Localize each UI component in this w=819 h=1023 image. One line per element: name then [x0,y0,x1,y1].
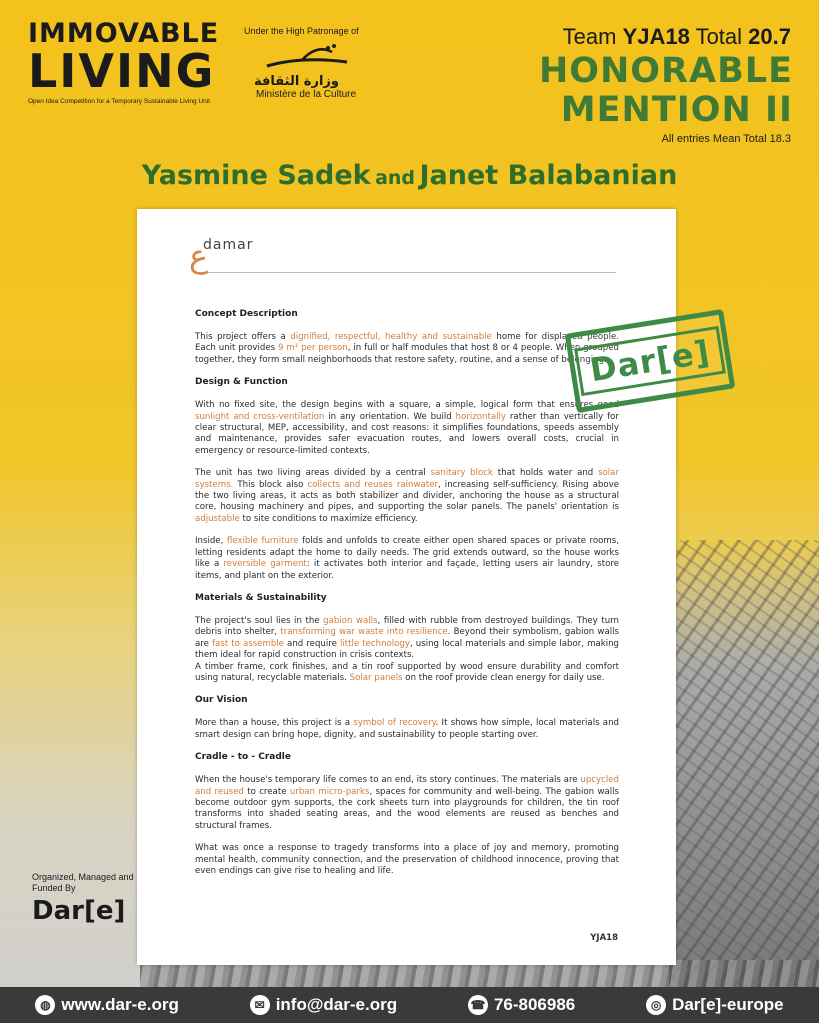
footer-bar [0,987,819,1023]
author-2: Janet Balabanian [419,160,678,191]
team-score [563,24,791,50]
heading-design: Design & Function [195,377,288,388]
body-text: , increasing self-sufficiency. Rising above the two living areas, it acts as both stabilizer and divider, anchoring the house as a structural core, housing machinery and pipes, and supporting the solar panels. The panels' orientation is [195,479,620,513]
body-text: : it activates both interior and façade, letting users air laundry, store items, and plant on the exterior. [195,559,620,581]
paragraph [195,400,619,457]
highlight-text: flexible furniture [226,536,299,547]
highlight-text: sunlight and cross-ventilation [195,411,325,422]
body-text: on the roof provide clean energy for daily use. [402,672,605,683]
ministry-arabic: وزارة الثقافة [254,74,339,89]
phone-text: 76-806986 [493,995,576,1014]
highlight-text: Solar panels [349,672,403,683]
highlight-text: gabion walls [323,615,378,626]
ministry-logo-icon [262,42,352,72]
body-text: that holds water and [492,468,599,479]
mean-note: All entries Mean Total 18.3 [661,133,791,145]
paragraph [195,662,619,685]
mail-icon: ✉ [250,995,270,1015]
highlight-text: little technology [339,638,410,649]
highlight-text: collects and reuses rainwater [307,479,438,490]
highlight-text: upcycled and reused [195,775,619,797]
ministry-french: Ministère de la Culture [256,89,357,100]
organizer-label: Organized, Managed and Funded By [32,872,134,893]
footer-website[interactable] [35,995,178,1015]
patronage-block [244,26,384,100]
body-text: , using local materials and simple labor, making them ideal for rapid construction in crisis contexts. [195,638,619,661]
logo-line2: LIVING [28,44,216,98]
document-body [195,309,619,877]
instagram-icon: ◎ [646,995,666,1015]
competition-logo [28,20,238,105]
heading-materials: Materials & Sustainability [195,592,327,603]
body-text: The unit has two living areas divided by a central [195,468,431,479]
body-text: , spaces for community and well-being. The gabion walls become outdoor gym supports, the cork sheets turn into playgrounds for children, the tin roof transforms into shaded seating areas, and the wood elements are reused as benches and structural frames. [195,786,619,831]
highlight-text: urban micro-parks [289,786,370,797]
body-text: , in full or half modules that host 8 or 4 people. When grouped together, they form small neighborhoods that restore safety, routine, and a sense of belonging. [195,343,619,365]
body-text: The project's soul lies in the [195,615,324,626]
body-text: More than a house, this project is a [195,718,354,729]
body-text: This project offers a [195,332,291,342]
award-title [493,52,793,130]
body-text: home for displaced people. Each unit provides [195,332,619,354]
organizer-block [32,872,142,926]
team-prefix: Team [562,24,617,49]
total-label: Total [695,24,743,49]
body-text: What was once a response to tragedy transforms into a place of joy and memory, promoting mental health, community connection, and the preservation of childhood innocence, proving that even endings can give rise to healing and life. [195,843,619,876]
project-brand [189,237,616,275]
instagram-text: Dar[e]-europe [672,995,784,1014]
email-text: info@dar-e.org [275,995,398,1014]
body-text: Inside, [195,536,227,547]
body-text: rather than vertically for clear structural, MEP, accessibility, and cost reasons: it simplifies foundations, speeds assembly and maintenance, provides safer evacuation routes, and lowers overall costs, crucial in emergency or resource-limited contexts. [195,411,619,456]
body-text: . It shows how simple, local materials and smart design can bring hope, dignity, and sustainability to people starting over. [195,718,619,740]
highlight-text: adjustable [195,513,240,524]
body-text: to site conditions to maximize efficiency. [239,513,418,524]
paragraph [195,843,619,877]
heading-vision: Our Vision [195,695,248,706]
body-text: This block also [233,479,308,490]
document-id: YJA18 [590,933,618,943]
body-text: , filled with rubble from destroyed buildings. They turn debris into shelter, [195,615,619,638]
rubble-background [669,540,819,990]
footer-email[interactable] [250,995,397,1015]
heading-concept: Concept Description [195,309,298,319]
paragraph [195,616,619,662]
entry-sheet [137,209,676,965]
heading-cradle: Cradle - to - Cradle [195,752,291,763]
body-text: and require [283,638,340,649]
body-text: A timber frame, cork finishes, and a tin roof supported by wood ensure durability and comfort using natural, recyclable materials. [195,661,619,683]
body-text: . Beyond their symbolism, gabion walls are [195,627,619,649]
team-id: YJA18 [622,24,690,49]
body-text: to create [243,786,290,797]
phone-icon: ☎ [468,995,488,1015]
author-1: Yasmine Sadek [141,160,371,191]
paragraph [195,468,619,525]
highlight-text: dignified, respectful, healthy and sustainable [290,332,492,342]
logo-subtitle: Open Idea Competition for a Temporary Sustainable Living Unit [28,98,210,105]
highlight-text: reversible garment [223,559,307,570]
body-text: With no fixed site, the design begins with a square, a simple, logical form that ensures good [195,400,619,411]
highlight-text: 9 m² per person [278,343,348,354]
patronage-label: Under the High Patronage of [244,26,359,36]
stamp-text: Dar[e] [574,326,727,396]
organizer-logo: Dar[e] [32,896,126,926]
body-text: in any orientation. We build [324,411,456,422]
highlight-text: solar systems. [195,468,619,490]
authors-line [0,160,819,191]
paragraph [195,536,619,582]
highlight-text: sanitary block [430,468,493,479]
footer-phone[interactable] [468,995,575,1015]
highlight-text: transforming war waste into resilience [280,627,448,638]
mention-line2: MENTION II [560,90,793,130]
footer-instagram[interactable] [646,995,783,1015]
highlight-text: symbol of recovery [353,718,436,729]
paragraph [195,775,619,832]
paragraph [195,332,619,366]
brand-word: damar [203,237,254,253]
brand-glyph: ع [189,237,209,275]
authors-joiner: and [375,167,416,189]
body-text: When the house's temporary life comes to an end, its story continues. The materials are [195,775,581,786]
website-text: www.dar-e.org [61,995,179,1014]
mention-line1: HONORABLE [538,51,793,91]
total-value: 20.7 [748,24,791,49]
paragraph [195,718,619,741]
logo-line1: IMMOVABLE [28,18,220,49]
highlight-text: horizontally [455,411,506,422]
globe-icon: ◍ [35,995,55,1015]
highlight-text: fast to assemble [212,638,284,649]
body-text: folds and unfolds to create either open shared spaces or private rooms, letting residents adapt the home to daily needs. The grid extends outward, so the house works like a [195,536,619,570]
